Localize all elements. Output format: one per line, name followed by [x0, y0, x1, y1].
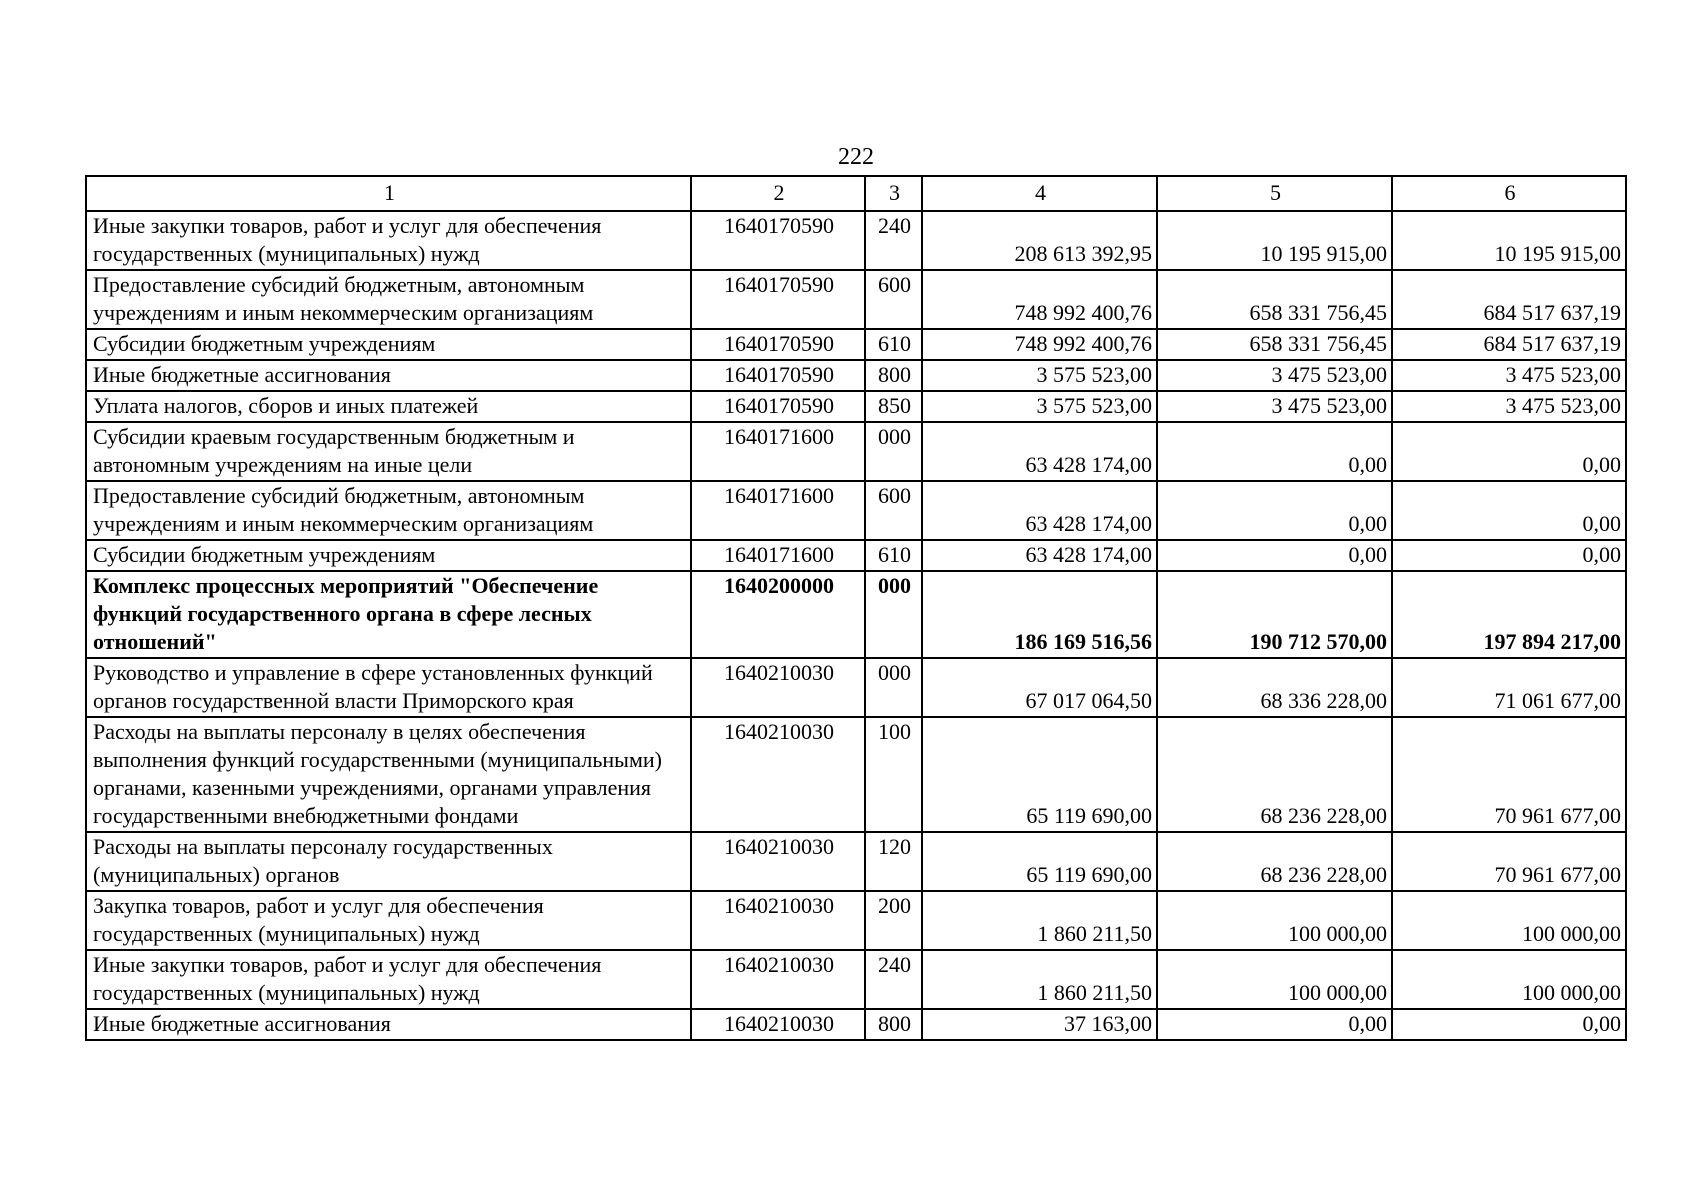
row-name: Комплекс процессных мероприятий "Обеспечение функций государственного органа в сфере лесных отношений" [86, 571, 691, 658]
row-amount-col4: 63 428 174,00 [922, 481, 1157, 540]
row-amount-col4: 208 613 392,95 [922, 211, 1157, 270]
row-name: Иные бюджетные ассигнования [86, 1009, 691, 1040]
row-amount-col6: 10 195 915,00 [1392, 211, 1626, 270]
row-expense-type: 000 [865, 422, 922, 481]
table-row [86, 832, 1626, 891]
row-expense-type: 850 [865, 391, 922, 422]
row-name: Субсидии краевым государственным бюджетным и автономным учреждениям на иные цели [86, 422, 691, 481]
table-row [86, 211, 1626, 270]
table-row [86, 950, 1626, 1009]
row-amount-col6: 70 961 677,00 [1392, 832, 1626, 891]
row-amount-col4: 37 163,00 [922, 1009, 1157, 1040]
row-amount-col5: 68 236 228,00 [1157, 717, 1392, 832]
row-amount-col6: 0,00 [1392, 422, 1626, 481]
table-row [86, 360, 1626, 391]
row-name: Расходы на выплаты персоналу в целях обеспечения выполнения функций государственными (муниципальными) органами, казенными учреждениями, органами управления государственными внебюджетными фондами [86, 717, 691, 832]
row-name: Иные закупки товаров, работ и услуг для обеспечения государственных (муниципальных) нужд [86, 211, 691, 270]
row-amount-col5: 0,00 [1157, 1009, 1392, 1040]
row-amount-col4: 65 119 690,00 [922, 717, 1157, 832]
row-amount-col4: 3 575 523,00 [922, 360, 1157, 391]
row-amount-col6: 70 961 677,00 [1392, 717, 1626, 832]
row-amount-col4: 65 119 690,00 [922, 832, 1157, 891]
column-header: 1 [86, 176, 691, 211]
row-name: Иные бюджетные ассигнования [86, 360, 691, 391]
row-code: 1640210030 [691, 950, 865, 1009]
row-amount-col4: 748 992 400,76 [922, 270, 1157, 329]
table-row [86, 717, 1626, 832]
row-expense-type: 800 [865, 360, 922, 391]
row-amount-col4: 186 169 516,56 [922, 571, 1157, 658]
table-row [86, 571, 1626, 658]
row-name: Иные закупки товаров, работ и услуг для обеспечения государственных (муниципальных) нужд [86, 950, 691, 1009]
row-code: 1640210030 [691, 658, 865, 717]
table-row [86, 329, 1626, 360]
row-amount-col6: 100 000,00 [1392, 891, 1626, 950]
row-name: Субсидии бюджетным учреждениям [86, 329, 691, 360]
row-expense-type: 000 [865, 658, 922, 717]
column-header: 6 [1392, 176, 1626, 211]
row-amount-col5: 68 236 228,00 [1157, 832, 1392, 891]
row-amount-col6: 684 517 637,19 [1392, 270, 1626, 329]
row-amount-col5: 658 331 756,45 [1157, 329, 1392, 360]
table-row [86, 891, 1626, 950]
row-name: Уплата налогов, сборов и иных платежей [86, 391, 691, 422]
row-amount-col4: 3 575 523,00 [922, 391, 1157, 422]
row-code: 1640210030 [691, 717, 865, 832]
row-name: Руководство и управление в сфере установленных функций органов государственной власти Приморского края [86, 658, 691, 717]
row-expense-type: 600 [865, 270, 922, 329]
row-expense-type: 610 [865, 329, 922, 360]
table-row [86, 1009, 1626, 1040]
row-expense-type: 240 [865, 211, 922, 270]
column-header: 2 [691, 176, 865, 211]
row-amount-col6: 3 475 523,00 [1392, 360, 1626, 391]
row-amount-col4: 63 428 174,00 [922, 422, 1157, 481]
row-amount-col6: 71 061 677,00 [1392, 658, 1626, 717]
table-row [86, 540, 1626, 571]
row-amount-col5: 3 475 523,00 [1157, 360, 1392, 391]
row-code: 1640171600 [691, 422, 865, 481]
row-expense-type: 000 [865, 571, 922, 658]
row-code: 1640210030 [691, 1009, 865, 1040]
row-amount-col5: 100 000,00 [1157, 891, 1392, 950]
row-name: Предоставление субсидий бюджетным, автономным учреждениям и иным некоммерческим организациям [86, 270, 691, 329]
row-name: Расходы на выплаты персоналу государственных (муниципальных) органов [86, 832, 691, 891]
row-amount-col6: 684 517 637,19 [1392, 329, 1626, 360]
row-amount-col5: 658 331 756,45 [1157, 270, 1392, 329]
row-expense-type: 120 [865, 832, 922, 891]
row-amount-col5: 0,00 [1157, 481, 1392, 540]
row-expense-type: 240 [865, 950, 922, 1009]
row-name: Закупка товаров, работ и услуг для обеспечения государственных (муниципальных) нужд [86, 891, 691, 950]
row-expense-type: 610 [865, 540, 922, 571]
row-amount-col6: 0,00 [1392, 540, 1626, 571]
row-expense-type: 200 [865, 891, 922, 950]
row-amount-col6: 100 000,00 [1392, 950, 1626, 1009]
row-expense-type: 800 [865, 1009, 922, 1040]
row-code: 1640171600 [691, 540, 865, 571]
table-row [86, 481, 1626, 540]
row-amount-col5: 3 475 523,00 [1157, 391, 1392, 422]
row-amount-col4: 1 860 211,50 [922, 891, 1157, 950]
row-amount-col5: 10 195 915,00 [1157, 211, 1392, 270]
row-expense-type: 100 [865, 717, 922, 832]
row-amount-col5: 68 336 228,00 [1157, 658, 1392, 717]
row-code: 1640170590 [691, 391, 865, 422]
row-code: 1640170590 [691, 360, 865, 391]
row-amount-col4: 748 992 400,76 [922, 329, 1157, 360]
row-code: 1640171600 [691, 481, 865, 540]
row-expense-type: 600 [865, 481, 922, 540]
row-amount-col5: 0,00 [1157, 422, 1392, 481]
row-amount-col5: 0,00 [1157, 540, 1392, 571]
row-code: 1640210030 [691, 832, 865, 891]
row-amount-col5: 190 712 570,00 [1157, 571, 1392, 658]
row-code: 1640210030 [691, 891, 865, 950]
table-row [86, 270, 1626, 329]
column-header: 4 [922, 176, 1157, 211]
table-header-row [86, 176, 1626, 211]
row-amount-col6: 3 475 523,00 [1392, 391, 1626, 422]
row-code: 1640170590 [691, 211, 865, 270]
row-amount-col6: 0,00 [1392, 481, 1626, 540]
row-name: Субсидии бюджетным учреждениям [86, 540, 691, 571]
row-amount-col6: 197 894 217,00 [1392, 571, 1626, 658]
row-name: Предоставление субсидий бюджетным, автономным учреждениям и иным некоммерческим организациям [86, 481, 691, 540]
budget-table [85, 175, 1627, 1041]
table-row [86, 391, 1626, 422]
column-header: 5 [1157, 176, 1392, 211]
row-amount-col4: 63 428 174,00 [922, 540, 1157, 571]
row-code: 1640170590 [691, 329, 865, 360]
row-amount-col6: 0,00 [1392, 1009, 1626, 1040]
row-amount-col5: 100 000,00 [1157, 950, 1392, 1009]
page-number: 222 [838, 144, 874, 170]
row-code: 1640170590 [691, 270, 865, 329]
row-code: 1640200000 [691, 571, 865, 658]
column-header: 3 [865, 176, 922, 211]
row-amount-col4: 67 017 064,50 [922, 658, 1157, 717]
row-amount-col4: 1 860 211,50 [922, 950, 1157, 1009]
table-row [86, 422, 1626, 481]
table-row [86, 658, 1626, 717]
